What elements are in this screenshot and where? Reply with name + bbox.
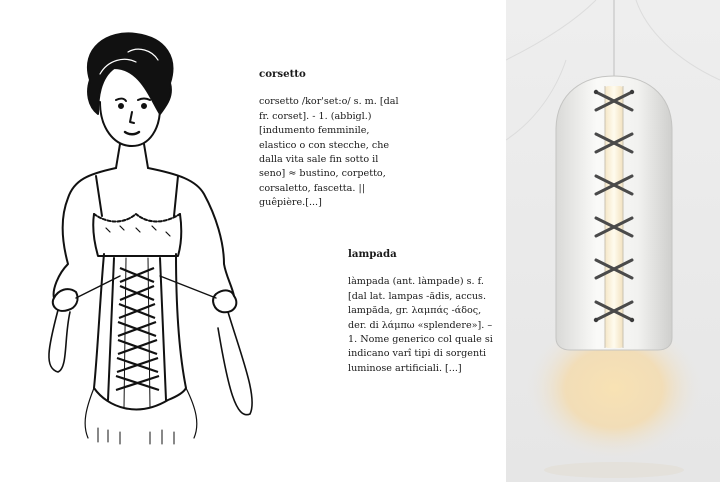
headword: corsetto	[259, 68, 306, 80]
right-page	[506, 0, 720, 482]
dictionary-entry-lampada	[348, 247, 500, 376]
dictionary-entry-corsetto	[259, 67, 404, 211]
corset-lamp-photo	[506, 0, 720, 482]
definition: làmpada (ant. làmpade) s. f. [dal lat. lampas -ădis, accus. lampăda, gr. λαμπάς -άδος, der. di λάμπω «splendere»]. – 1. Nome generico col quale si indicano varî tipi di sorgenti luminose artificiali. [...]	[348, 276, 493, 374]
definition: corsetto /kor'set:o/ s. m. [dal fr. corset]. - 1. (abbigl.) [indumento femminile, elastico o con stecche, che dalla vita sale fin sotto il seno] ≈ bustino, corpetto, corsaletto, fascetta. || guêpière.[...]	[259, 96, 399, 209]
headword: lampada	[348, 248, 397, 260]
corset-illustration	[28, 28, 278, 448]
